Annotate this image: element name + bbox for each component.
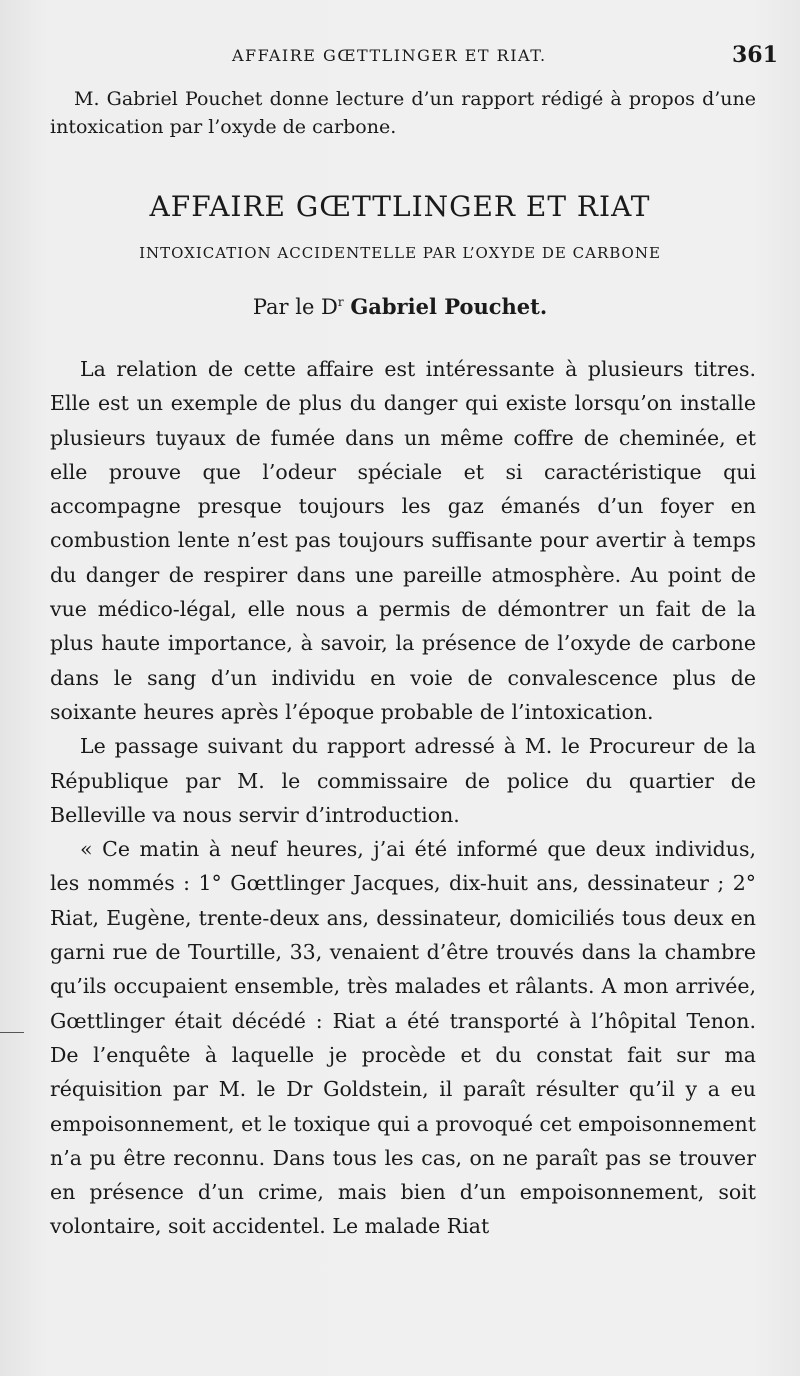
article-body xyxy=(50,352,756,1244)
body-paragraph: « Ce matin à neuf heures, j’ai été informé que deux individus, les nommés : 1° Gœttlinger Jacques, dix-huit ans, dessinateur ; 2° Riat, Eugène, trente-deux ans, dessinateur, domiciliés tous deux en garni rue de Tourtille, 33, venaient d’être trouvés dans la chambre qu’ils occupaient ensemble, très malades et râlants. A mon arrivée, Gœttlinger était décédé : Riat a été transporté à l’hôpital Tenon. De l’enquête à laquelle je procède et du constat fait sur ma réquisition par M. le Dr Goldstein, il paraît résulter qu’il y a eu empoisonnement, et le toxique qui a provoqué cet empoisonnement n’a pu être reconnu. Dans tous les cas, on ne paraît pas se trouver en présence d’un crime, mais bien d’un empoisonnement, soit volontaire, soit accidentel. Le malade Riat xyxy=(50,837,756,1239)
intro-paragraph: M. Gabriel Pouchet donne lecture d’un rapport rédigé à propos d’une intoxication par l’oxyde de carbone. xyxy=(50,88,756,138)
page-number: 361 xyxy=(732,42,778,68)
article-subtitle: INTOXICATION ACCIDENTELLE PAR L’OXYDE DE CARBONE xyxy=(139,244,661,262)
margin-mark xyxy=(0,1032,24,1033)
byline xyxy=(0,294,800,319)
running-head xyxy=(0,40,800,74)
byline-prefix: Par le D xyxy=(252,295,338,319)
article-title: AFFAIRE GŒTTLINGER ET RIAT xyxy=(149,190,651,223)
body-paragraph: Le passage suivant du rapport adressé à M. le Procureur de la République par M. le commissaire de police du quartier de Belleville va nous servir d’introduction. xyxy=(50,734,756,827)
byline-sup: r xyxy=(337,295,344,309)
body-paragraph: La relation de cette affaire est intéressante à plusieurs titres. Elle est un exemple de plus du danger qui existe lorsqu’on installe plusieurs tuyaux de fumée dans un même coffre de cheminée, et elle prouve que l’odeur spéciale et si caractéristique qui accompagne presque toujours les gaz émanés d’un foyer en combustion lente n’est pas toujours suffisante pour avertir à temps du danger de respirer dans une pareille atmosphère. Au point de vue médico-légal, elle nous a permis de démontrer un fait de la plus haute importance, à savoir, la présence de l’oxyde de carbone dans le sang d’un individu en voie de convalescence plus de soixante heures après l’époque probable de l’intoxication. xyxy=(50,357,756,724)
running-title: AFFAIRE GŒTTLINGER ET RIAT. xyxy=(232,46,547,65)
byline-author: Gabriel Pouchet. xyxy=(350,294,548,319)
